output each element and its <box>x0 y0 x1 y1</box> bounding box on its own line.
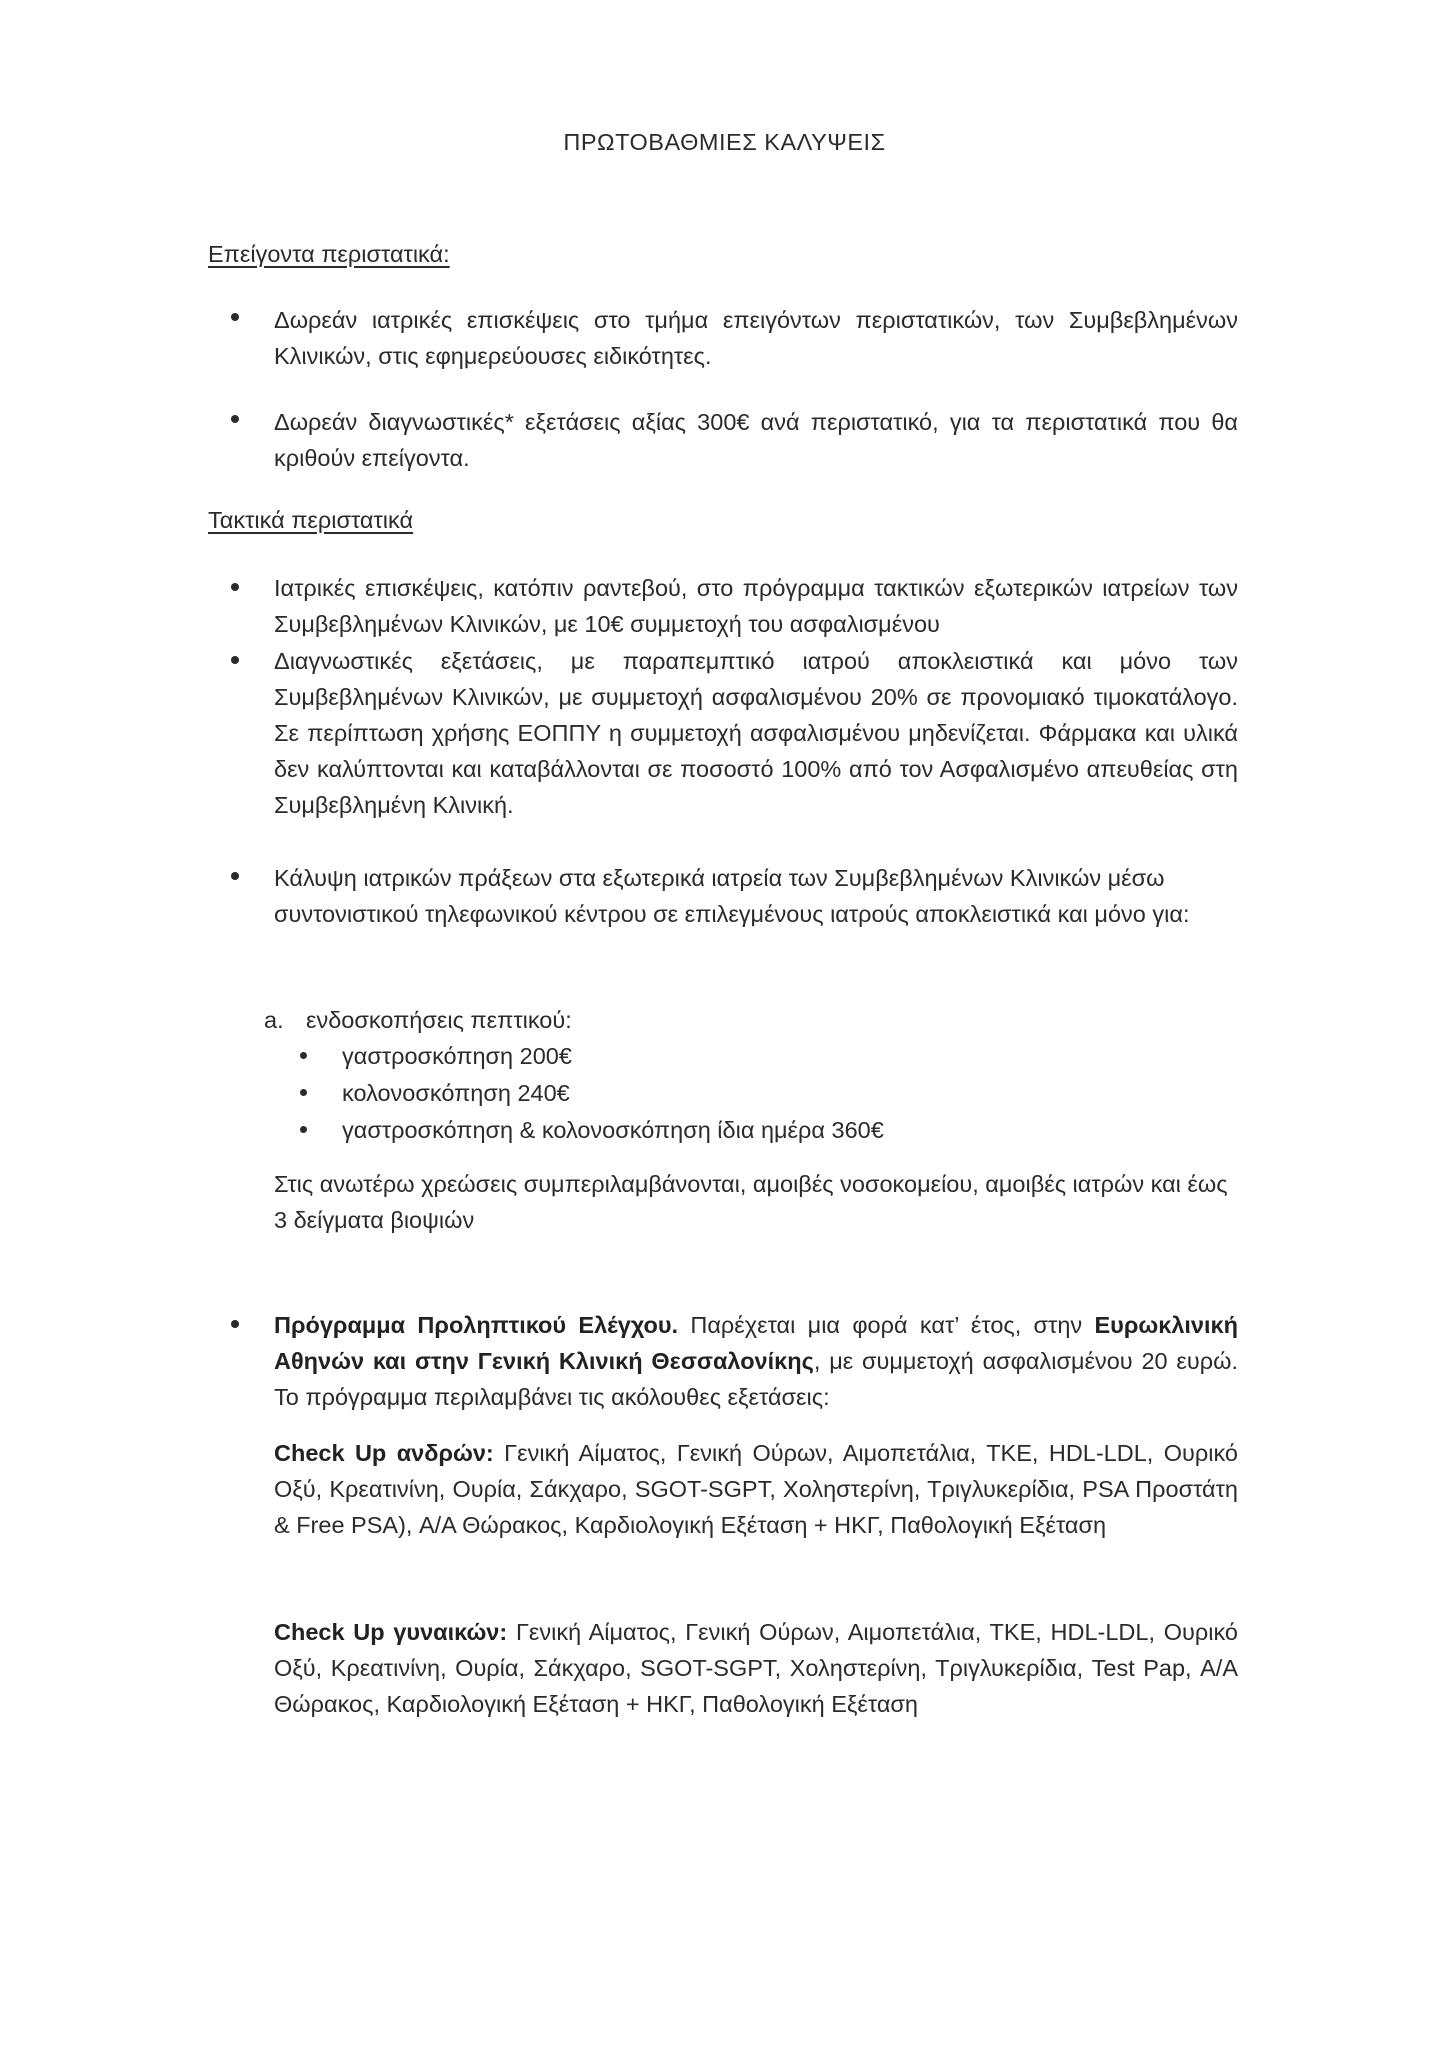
bullet-icon <box>231 313 239 321</box>
emergency-heading: Επείγοντα περιστατικά: <box>208 241 450 267</box>
bullet-icon <box>231 656 239 664</box>
program-title: Πρόγραμμα Προληπτικού Ελέγχου. <box>274 1312 679 1338</box>
regular-heading: Τακτικά περιστατικά <box>208 507 414 533</box>
regular-item-1: Ιατρικές επισκέψεις, κατόπιν ραντεβού, στο πρόγραμμα τακτικών εξωτερικών ιατρείων των Συμβεβλημένων Κλινικών, με 10€ συμμετοχή του ασφαλισμένου <box>274 575 1238 637</box>
program-clinics: Ευρωκλινική Αθηνών και στην Γενική Κλινική Θεσσαλονίκης <box>274 1312 1238 1374</box>
emergency-item-1: Δωρεάν ιατρικές επισκέψεις στο τμήμα επειγόντων περιστατικών, των Συμβεβλημένων Κλινικών, στις εφημερεύουσες ειδικότητες. <box>274 307 1238 369</box>
program-text-1: Παρέχεται μια φορά κατ’ έτος, στην <box>678 1312 1095 1338</box>
bullet-icon <box>231 415 239 423</box>
sublist-label: ενδοσκοπήσεις πεπτικού: <box>306 1007 572 1033</box>
checkup-women <box>274 1614 1238 1722</box>
emergency-item-2: Δωρεάν διαγνωστικές* εξετάσεις αξίας 300€ ανά περιστατικό, για τα περιστατικά που θα κριθούν επείγοντα. <box>274 409 1238 471</box>
sublist-marker: a. <box>264 1007 284 1033</box>
bullet-icon <box>231 583 239 591</box>
bullet-icon <box>231 1320 239 1328</box>
bullet-icon <box>300 1126 307 1133</box>
sublist-item-1: γαστροσκόπηση 200€ <box>342 1043 572 1069</box>
bullet-icon <box>231 872 239 880</box>
bullet-icon <box>300 1052 307 1059</box>
checkup-men <box>274 1435 1238 1543</box>
sublist-item-2: κολονοσκόπηση 240€ <box>342 1080 570 1106</box>
page-title: ΠΡΩΤΟΒΑΘΜΙΕΣ ΚΑΛΥΨΕΙΣ <box>563 129 886 155</box>
regular-item-3: Κάλυψη ιατρικών πράξεων στα εξωτερικά ιατρεία των Συμβεβλημένων Κλινικών μέσω συντονιστικού τηλεφωνικού κέντρου σε επιλεγμένους ιατρούς αποκλειστικά και μόνο για: <box>274 865 1190 927</box>
checkup-women-text: Γενική Αίματος, Γενική Ούρων, Αιμοπετάλια, ΤΚΕ, HDL-LDL, Ουρικό Οξύ, Κρεατινίνη, Ουρία, Σάκχαρο, SGOT-SGPT, Χοληστερίνη, Τριγλυκερίδια, Test Pap, Α/Α Θώρακος, Καρδιολογική Εξέταση + ΗΚΓ, Παθολογική Εξέταση <box>274 1619 1238 1717</box>
program-text-2: , με συμμετοχή ασφαλισμένου 20 ευρώ. Το πρόγραμμα περιλαμβάνει τις ακόλουθες εξετάσεις: <box>274 1348 1238 1410</box>
checkup-program <box>274 1307 1238 1415</box>
checkup-women-label: Check Up γυναικών: <box>274 1619 508 1645</box>
sublist-item-3: γαστροσκόπηση & κολονοσκόπηση ίδια ημέρα 360€ <box>342 1117 884 1143</box>
checkup-men-text: Γενική Αίματος, Γενική Ούρων, Αιμοπετάλια, ΤΚΕ, HDL-LDL, Ουρικό Οξύ, Κρεατινίνη, Ουρία, Σάκχαρο, SGOT-SGPT, Χοληστερίνη, Τριγλυκερίδια, PSA Προστάτη & Free PSA), Α/Α Θώρακος, Καρδιολογική Εξέταση + ΗΚΓ, Παθολογική Εξέταση <box>274 1440 1238 1538</box>
regular-item-2: Διαγνωστικές εξετάσεις, με παραπεμπτικό ιατρού αποκλειστικά και μόνο των Συμβεβλημένων Κλινικών, με συμμετοχή ασφαλισμένου 20% σε προνομιακό τιμοκατάλογο. Σε περίπτωση χρήσης ΕΟΠΠΥ η συμμετοχή ασφαλισμένου μηδενίζεται. Φάρμακα και υλικά δεν καλύπτονται και καταβάλλονται σε ποσοστό 100% από τον Ασφαλισμένο απευθείας στη Συμβεβλημένη Κλινική. <box>274 648 1238 818</box>
sublist-note: Στις ανωτέρω χρεώσεις συμπεριλαμβάνονται, αμοιβές νοσοκομείου, αμοιβές ιατρών και έως 3 δείγματα βιοψιών <box>274 1171 1228 1233</box>
bullet-icon <box>300 1089 307 1096</box>
checkup-men-label: Check Up ανδρών: <box>274 1440 494 1466</box>
